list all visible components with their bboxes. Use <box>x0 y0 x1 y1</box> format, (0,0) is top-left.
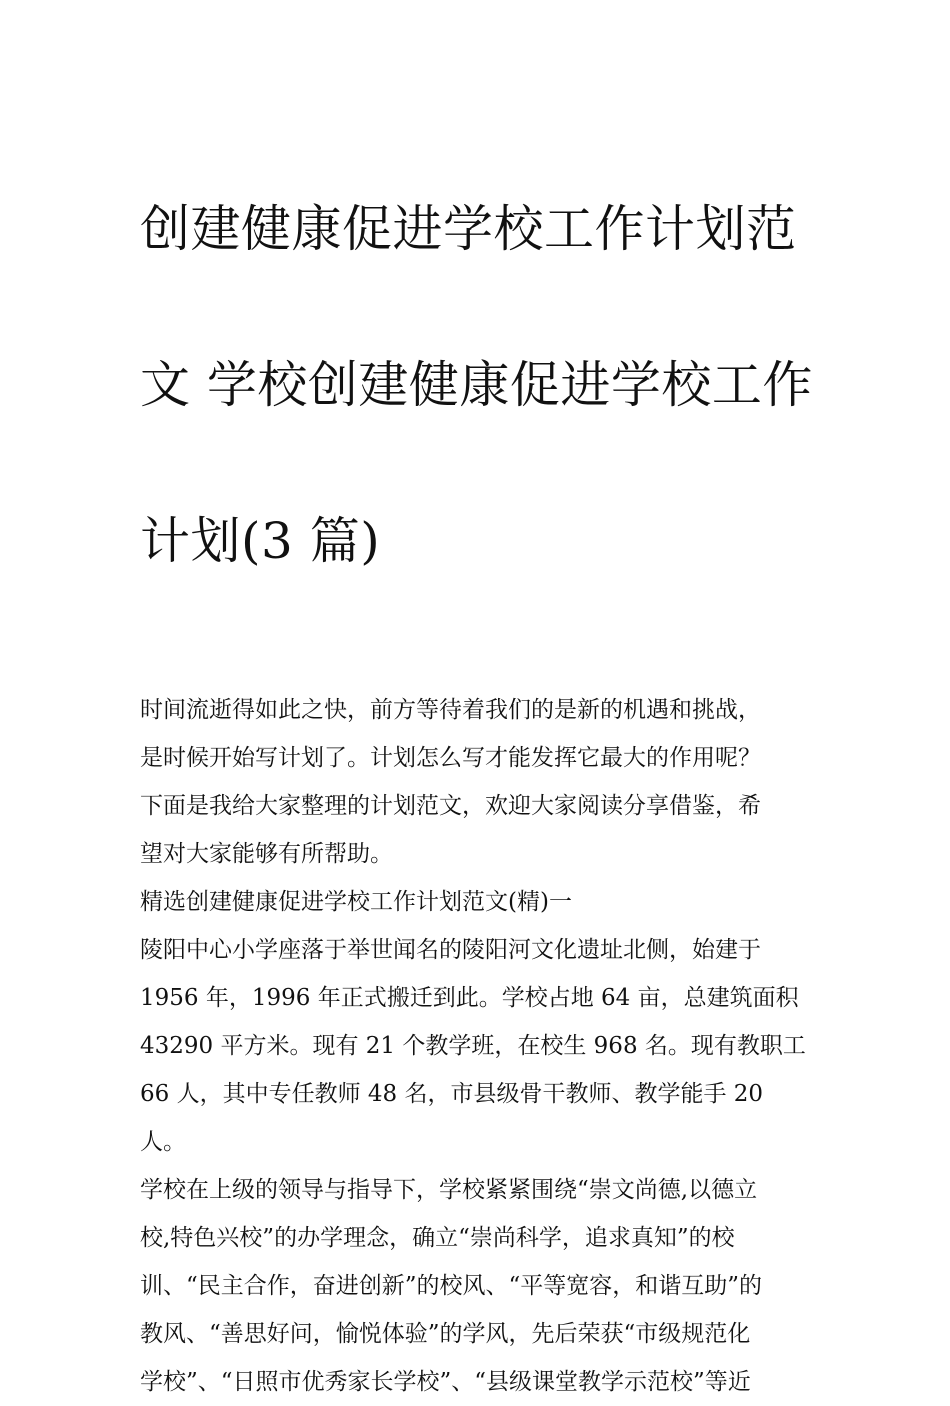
body-line-6: 陵阳中心小学座落于举世闻名的陵阳河文化遗址北侧，始建于 <box>140 937 761 963</box>
section-heading <box>140 878 830 926</box>
body-line-9: 66 人，其中专任教师 48 名，市县级骨干教师、教学能手 20 <box>140 1081 764 1107</box>
intro-paragraph <box>140 686 830 878</box>
body-line-1: 时间流逝得如此之快，前方等待着我们的是新的机遇和挑战， <box>140 697 761 723</box>
body-line-4: 望对大家能够有所帮助。 <box>140 841 393 867</box>
body-line-14: 教风、“善思好问，愉悦体验”的学风，先后荣获“市级规范化 <box>140 1321 751 1347</box>
body-line-11: 学校在上级的领导与指导下，学校紧紧围绕“崇文尚德,以德立 <box>140 1177 758 1203</box>
body-line-15: 学校”、“日照市优秀家长学校”、“县级课堂教学示范校”等近 <box>140 1369 751 1395</box>
body-line-2: 是时候开始写计划了。计划怎么写才能发挥它最大的作用呢？ <box>140 745 761 771</box>
school-overview-paragraph <box>140 926 830 1166</box>
body-line-10: 人。 <box>140 1129 186 1155</box>
body-line-5: 精选创建健康促进学校工作计划范文(精)一 <box>140 889 572 915</box>
body-line-12: 校,特色兴校”的办学理念，确立“崇尚科学，追求真知”的校 <box>140 1225 735 1251</box>
document-body <box>140 686 830 1406</box>
title-line-3: 计划(3 篇) <box>140 512 381 570</box>
body-line-13: 训、“民主合作，奋进创新”的校风、“平等宽容，和谐互助”的 <box>140 1273 763 1299</box>
body-line-7: 1956 年，1996 年正式搬迁到此。学校占地 64 亩，总建筑面积 <box>140 985 799 1011</box>
body-line-3: 下面是我给大家整理的计划范文，欢迎大家阅读分享借鉴，希 <box>140 793 761 819</box>
body-line-8: 43290 平方米。现有 21 个教学班，在校生 968 名。现有教职工 <box>140 1033 806 1059</box>
document-content <box>140 112 830 1406</box>
title-line-1: 创建健康促进学校工作计划范 <box>140 200 797 258</box>
title-line-2: 文 学校创建健康促进学校工作 <box>140 356 813 414</box>
document-title <box>140 112 830 658</box>
school-philosophy-paragraph <box>140 1166 830 1406</box>
